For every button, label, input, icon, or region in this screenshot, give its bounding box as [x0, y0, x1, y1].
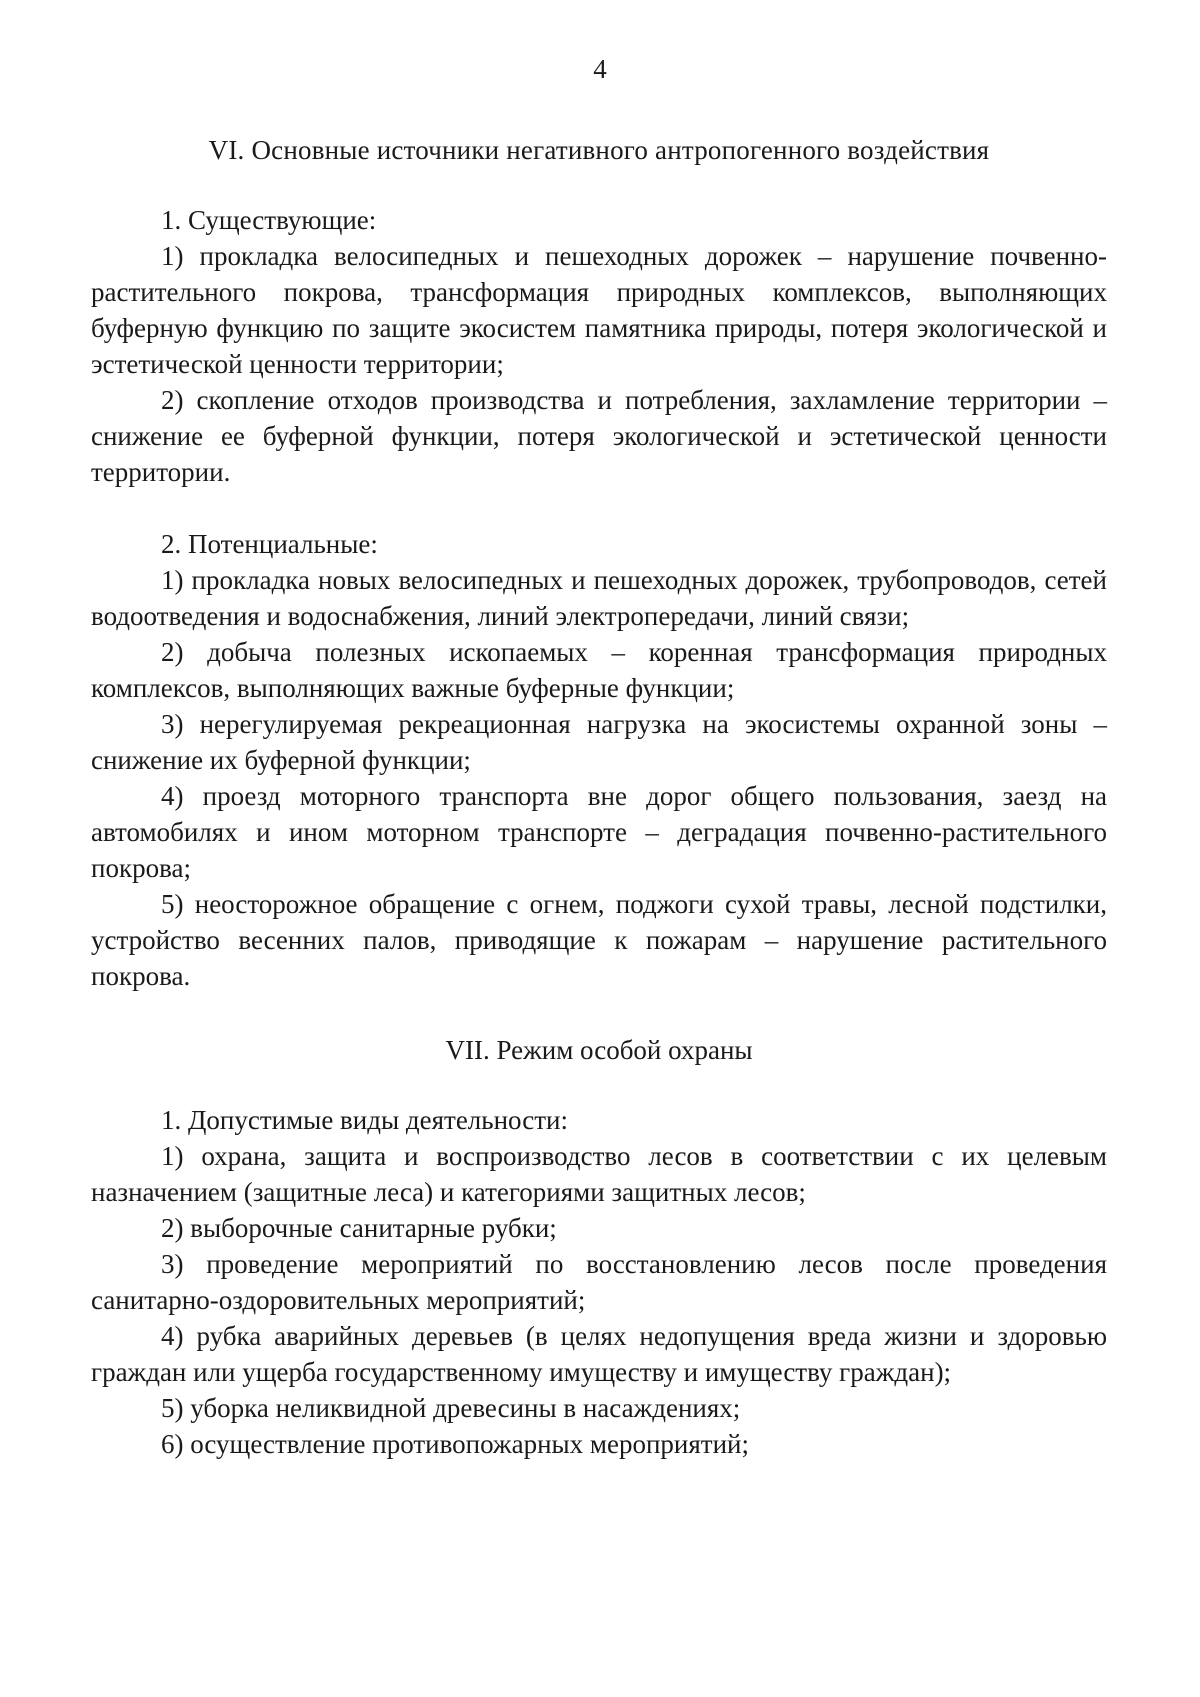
existing-sources-label: 1. Существующие:	[161, 205, 377, 235]
potential-item-3: 3) нерегулируемая рекреационная нагрузка на экосистемы охранной зоны – снижение их буферной функции;	[91, 709, 1107, 775]
potential-item-1: 1) прокладка новых велосипедных и пешеходных дорожек, трубопроводов, сетей водоотведения и водоснабжения, линий электропередачи, линий связи;	[91, 565, 1107, 631]
allowed-activities-label: 1. Допустимые виды деятельности:	[161, 1105, 568, 1135]
potential-item-5: 5) неосторожное обращение с огнем, поджоги сухой травы, лесной подстилки, устройство весенних палов, приводящие к пожарам – нарушение растительного покрова.	[91, 889, 1107, 991]
allowed-item-3: 3) проведение мероприятий по восстановлению лесов после проведения санитарно-оздоровительных мероприятий;	[91, 1249, 1107, 1315]
allowed-item-2: 2) выборочные санитарные рубки;	[161, 1213, 557, 1243]
section-7-title: VII. Режим особой охраны	[445, 1035, 753, 1065]
allowed-item-4: 4) рубка аварийных деревьев (в целях недопущения вреда жизни и здоровью граждан или ущерба государственному имуществу и имуществу граждан);	[91, 1321, 1107, 1387]
page-number: 4	[593, 54, 607, 84]
allowed-item-1: 1) охрана, защита и воспроизводство лесов в соответствии с их целевым назначением (защитные леса) и категориями защитных лесов;	[91, 1141, 1107, 1207]
existing-item-1: 1) прокладка велосипедных и пешеходных дорожек – нарушение почвенно-растительного покрова, трансформация природных комплексов, выполняющих буферную функцию по защите экосистем памятника природы, потеря экологической и эстетической ценности территории;	[91, 241, 1107, 379]
paragraph-gap	[91, 490, 1107, 526]
potential-sources-label: 2. Потенциальные:	[161, 529, 378, 559]
allowed-item-5: 5) уборка неликвидной древесины в насаждениях;	[161, 1393, 741, 1423]
allowed-item-6: 6) осуществление противопожарных мероприятий;	[161, 1429, 750, 1459]
section-6-title: VI. Основные источники негативного антропогенного воздействия	[208, 135, 990, 165]
existing-item-2: 2) скопление отходов производства и потребления, захламление территории – снижение ее буферной функции, потеря экологической и эстетической ценности территории.	[91, 385, 1107, 487]
potential-item-2: 2) добыча полезных ископаемых – коренная трансформация природных комплексов, выполняющих важные буферные функции;	[91, 637, 1107, 703]
potential-item-4: 4) проезд моторного транспорта вне дорог общего пользования, заезд на автомобилях и ином моторном транспорте – деградация почвенно-растительного покрова;	[91, 781, 1107, 883]
document-body	[91, 132, 1107, 1462]
